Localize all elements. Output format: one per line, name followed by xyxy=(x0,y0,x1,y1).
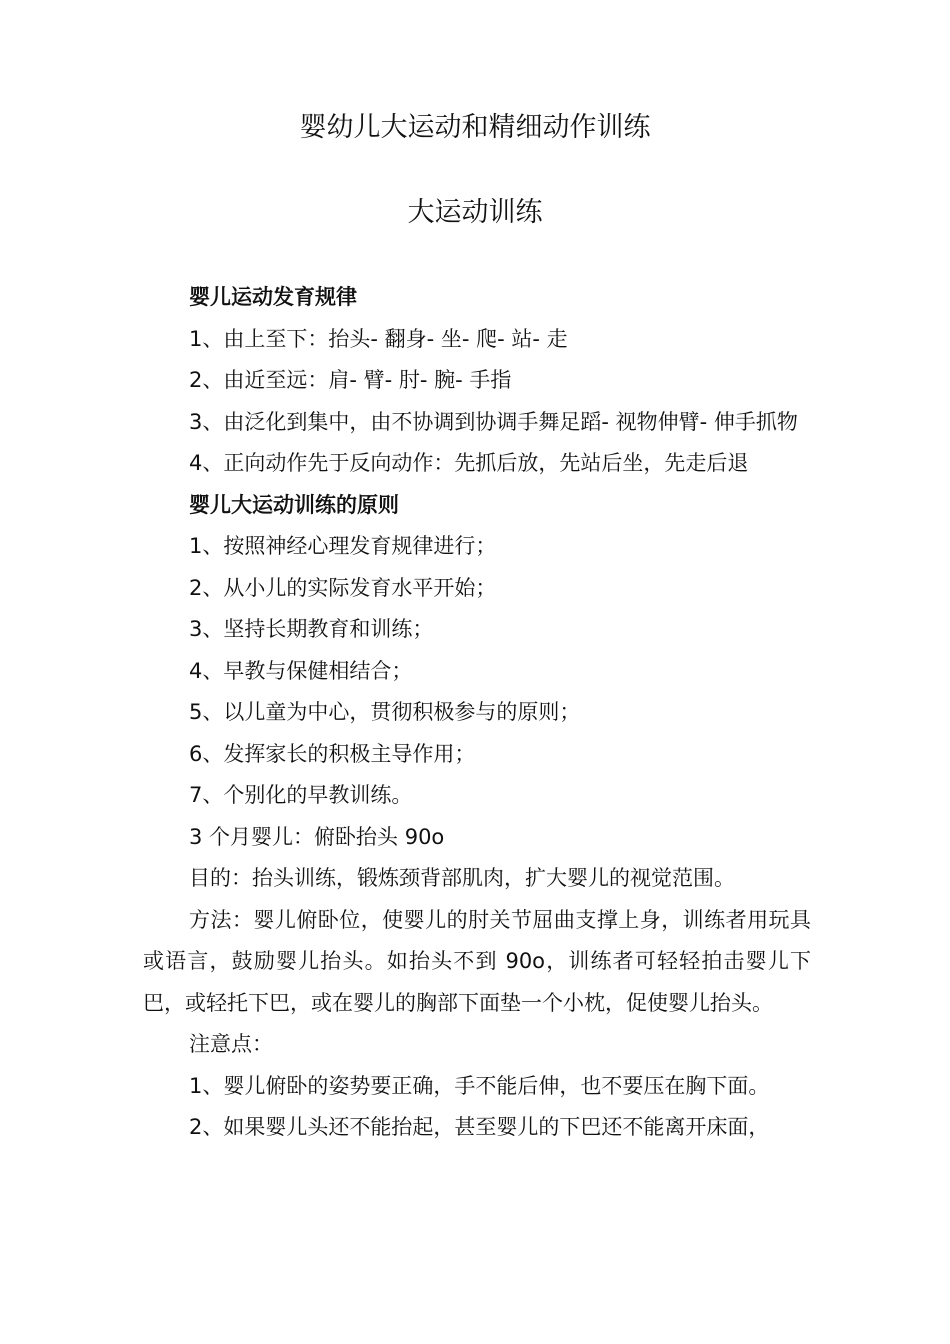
document-body xyxy=(143,277,811,1149)
paragraph: 6、发挥家长的积极主导作用； xyxy=(189,741,476,766)
paragraph: 4、正向动作先于反向动作：先抓后放，先站后坐，先走后退 xyxy=(189,451,749,475)
paragraph: 1、按照神经心理发育规律进行； xyxy=(189,534,497,558)
paragraph: 2、从小儿的实际发育水平开始； xyxy=(189,575,497,600)
paragraph: 5、以儿童为中心，贯彻积极参与的原则； xyxy=(189,700,581,724)
paragraph: 7、个别化的早教训练。 xyxy=(189,783,413,807)
paragraph: 3 个月婴儿：俯卧抬头 90o xyxy=(189,824,445,849)
paragraph: 目的：抬头训练，锻炼颈背部肌肉，扩大婴儿的视觉范围。 xyxy=(189,866,735,890)
document-title: 婴幼儿大运动和精细动作训练 xyxy=(299,112,651,143)
paragraph: 3、由泛化到集中，由不协调到协调手舞足蹈- 视物伸臂- 伸手抓物 xyxy=(189,409,798,434)
paragraph: 4、早教与保健相结合； xyxy=(189,658,413,683)
paragraph: 3、坚持长期教育和训练； xyxy=(189,617,434,641)
paragraph: 2、如果婴儿头还不能抬起，甚至婴儿的下巴还不能离开床面， xyxy=(189,1115,770,1139)
section-heading: 婴儿运动发育规律 xyxy=(189,285,357,309)
paragraph: 1、婴儿俯卧的姿势要正确，手不能后伸，也不要压在胸下面。 xyxy=(189,1073,770,1098)
paragraph: 2、由近至远：肩- 臂- 肘- 腕- 手指 xyxy=(189,368,512,392)
paragraph: 1、由上至下：抬头- 翻身- 坐- 爬- 站- 走 xyxy=(189,326,568,351)
paragraph: 方法：婴儿俯卧位，使婴儿的肘关节屈曲支撑上身，训练者用玩具或语言，鼓励婴儿抬头。如抬头不到 90o，训练者可轻轻拍击婴儿下巴，或轻托下巴，或在婴儿的胸部下面垫一个小枕，促使婴儿抬头。 xyxy=(143,907,811,1015)
section-heading: 婴儿大运动训练的原则 xyxy=(189,492,399,517)
paragraph: 注意点： xyxy=(189,1032,273,1056)
document-subtitle: 大运动训练 xyxy=(407,197,543,228)
